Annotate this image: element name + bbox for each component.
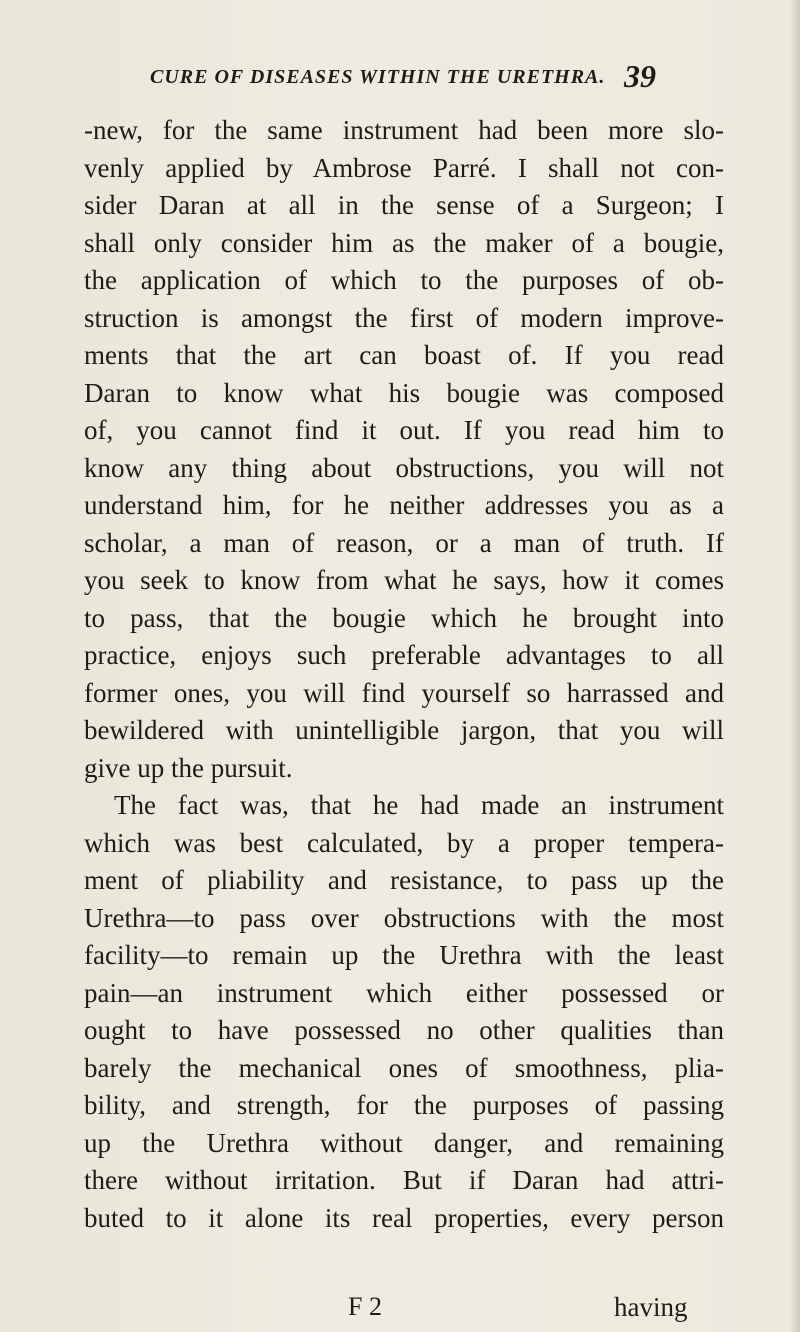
text-line: understand him, for he neither addresses you as a	[84, 490, 724, 520]
text-line: struction is amongst the first of modern improve-	[84, 302, 724, 333]
text-line: up the Urethra without danger, and remaining	[84, 1127, 724, 1158]
text-line: bility, and strength, for the purposes of passing	[84, 1090, 724, 1120]
text-line: ments that the art can boast of. If you read	[84, 340, 724, 370]
text-line: Urethra—to pass over obstructions with the most	[84, 902, 724, 933]
text-line: facility—to remain up the Urethra with the least	[84, 940, 724, 970]
text-line: shall only consider him as the maker of a bougie,	[84, 227, 724, 258]
text-line: practice, enjoys such preferable advantages to all	[84, 640, 724, 670]
signature-mark: F 2	[348, 1292, 382, 1321]
text-line: ought to have possessed no other qualities than	[84, 1015, 724, 1045]
text-line: -new, for the same instrument had been more slo-	[84, 115, 724, 145]
text-line: there without irritation. But if Daran had attri-	[84, 1165, 724, 1195]
text-line: the application of which to the purposes of ob-	[84, 265, 724, 295]
text-line: which was best calculated, by a proper tempera-	[84, 827, 724, 858]
paragraph-end-line: give up the pursuit.	[84, 752, 293, 783]
text-line: sider Daran at all in the sense of a Surgeon; I	[84, 190, 724, 220]
running-head	[150, 58, 720, 98]
text-line: know any thing about obstructions, you will not	[84, 452, 724, 483]
text-line: venly applied by Ambrose Parré. I shall not con-	[84, 152, 724, 183]
text-line: to pass, that the bougie which he brought into	[84, 602, 724, 633]
text-line: pain—an instrument which either possessed or	[84, 977, 724, 1008]
page-edge-shadow	[790, 0, 800, 1332]
text-line: bewildered with unintelligible jargon, that you will	[84, 715, 724, 745]
page-footer	[0, 1292, 800, 1332]
text-line: ment of pliability and resistance, to pass up the	[84, 865, 724, 895]
text-line: former ones, you will find yourself so harrassed and	[84, 677, 724, 708]
text-line: you seek to know from what he says, how it comes	[84, 565, 724, 595]
text-line: buted to it alone its real properties, every person	[84, 1202, 724, 1233]
text-line: Daran to know what his bougie was composed	[84, 377, 724, 408]
paragraph-start-line: The fact was, that he had made an instrument	[114, 790, 724, 820]
text-line: of, you cannot find it out. If you read him to	[84, 415, 724, 445]
text-line: barely the mechanical ones of smoothness, plia-	[84, 1052, 724, 1083]
catchword: having	[614, 1292, 688, 1322]
text-line: scholar, a man of reason, or a man of truth. If	[84, 527, 724, 558]
page-number: 39	[624, 58, 656, 94]
running-head-title: CURE OF DISEASES WITHIN THE URETHRA.	[150, 66, 606, 88]
body-text	[84, 112, 724, 1237]
